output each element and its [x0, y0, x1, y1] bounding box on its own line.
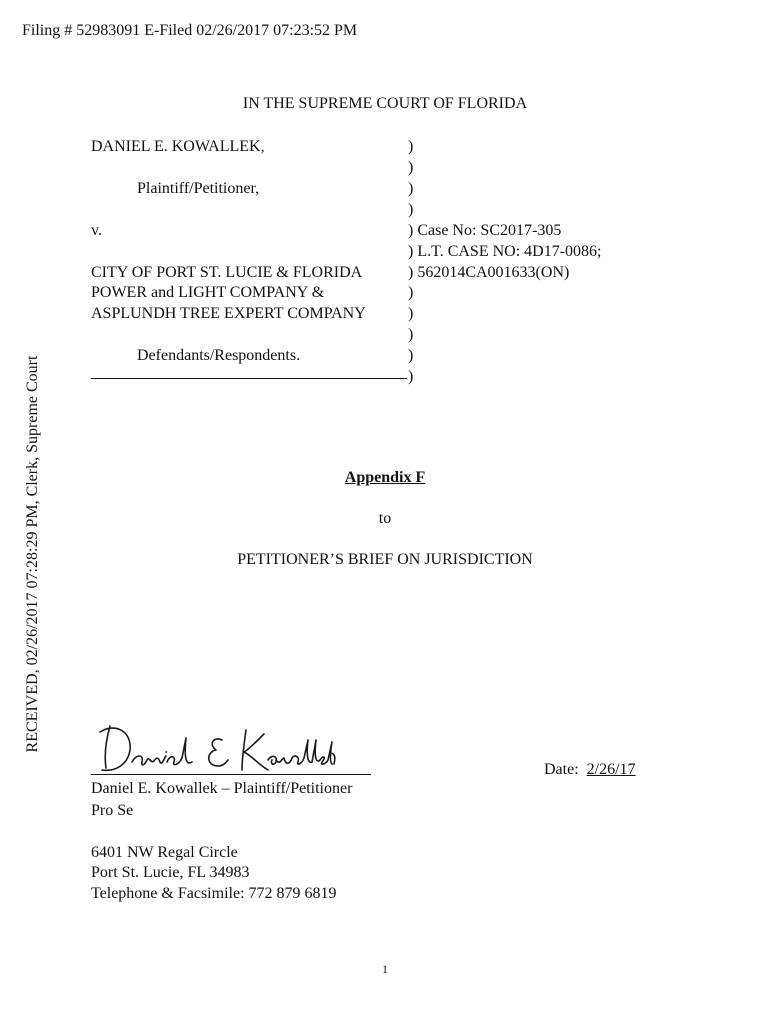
date-block	[544, 760, 636, 780]
address-line-2: Port St. Lucie, FL 34983	[91, 864, 250, 881]
caption-paren: )	[408, 180, 414, 197]
caption-paren: )	[408, 159, 414, 176]
address-line-1: 6401 NW Regal Circle	[91, 844, 238, 861]
appendix-to: to	[378, 510, 392, 527]
date-label: Date:	[544, 761, 579, 778]
brief-title: PETITIONER’S BRIEF ON JURISDICTION	[237, 551, 533, 568]
court-title: IN THE SUPREME COURT OF FLORIDA	[242, 95, 528, 112]
received-stamp: RECEIVED, 02/26/2017 07:28:29 PM, Clerk, Supreme Court	[24, 355, 41, 753]
signer-name: Daniel E. Kowallek – Plaintiff/Petitioner	[91, 780, 353, 797]
lt-case-number: ) L.T. CASE NO: 4D17-0086;	[408, 243, 602, 260]
plaintiff-role: Plaintiff/Petitioner,	[137, 180, 260, 197]
defendant-line-2: POWER and LIGHT COMPANY &	[91, 284, 325, 301]
pro-se-label: Pro Se	[91, 802, 134, 819]
caption-paren: )	[408, 201, 414, 218]
caption-paren: )	[408, 305, 414, 322]
defendant-role: Defendants/Respondents.	[137, 347, 301, 364]
caption-paren: )	[408, 284, 414, 301]
filing-header: Filing # 52983091 E-Filed 02/26/2017 07:23:52 PM	[22, 22, 358, 39]
page-number: 1	[382, 962, 388, 976]
lt-case-number-2: ) 562014CA001633(ON)	[408, 264, 570, 281]
appendix-title-wrap	[0, 468, 770, 488]
caption-paren: )	[408, 138, 414, 155]
appendix-title: Appendix F	[344, 469, 426, 486]
phone-line: Telephone & Facsimile: 772 879 6819	[91, 885, 337, 902]
caption-paren: )	[408, 347, 414, 364]
handwritten-signature	[96, 718, 336, 778]
plaintiff-name: DANIEL E. KOWALLEK,	[91, 138, 265, 155]
caption-paren: )	[408, 326, 414, 343]
case-number: ) Case No: SC2017-305	[408, 222, 562, 239]
defendant-line-1: CITY OF PORT ST. LUCIE & FLORIDA	[91, 264, 363, 281]
caption-paren: )	[408, 368, 414, 385]
signature-line	[91, 774, 371, 775]
date-value: 2/26/17	[586, 761, 636, 778]
defendant-line-3: ASPLUNDH TREE EXPERT COMPANY	[91, 305, 366, 322]
versus-label: v.	[91, 222, 102, 239]
caption-rule	[91, 378, 407, 379]
